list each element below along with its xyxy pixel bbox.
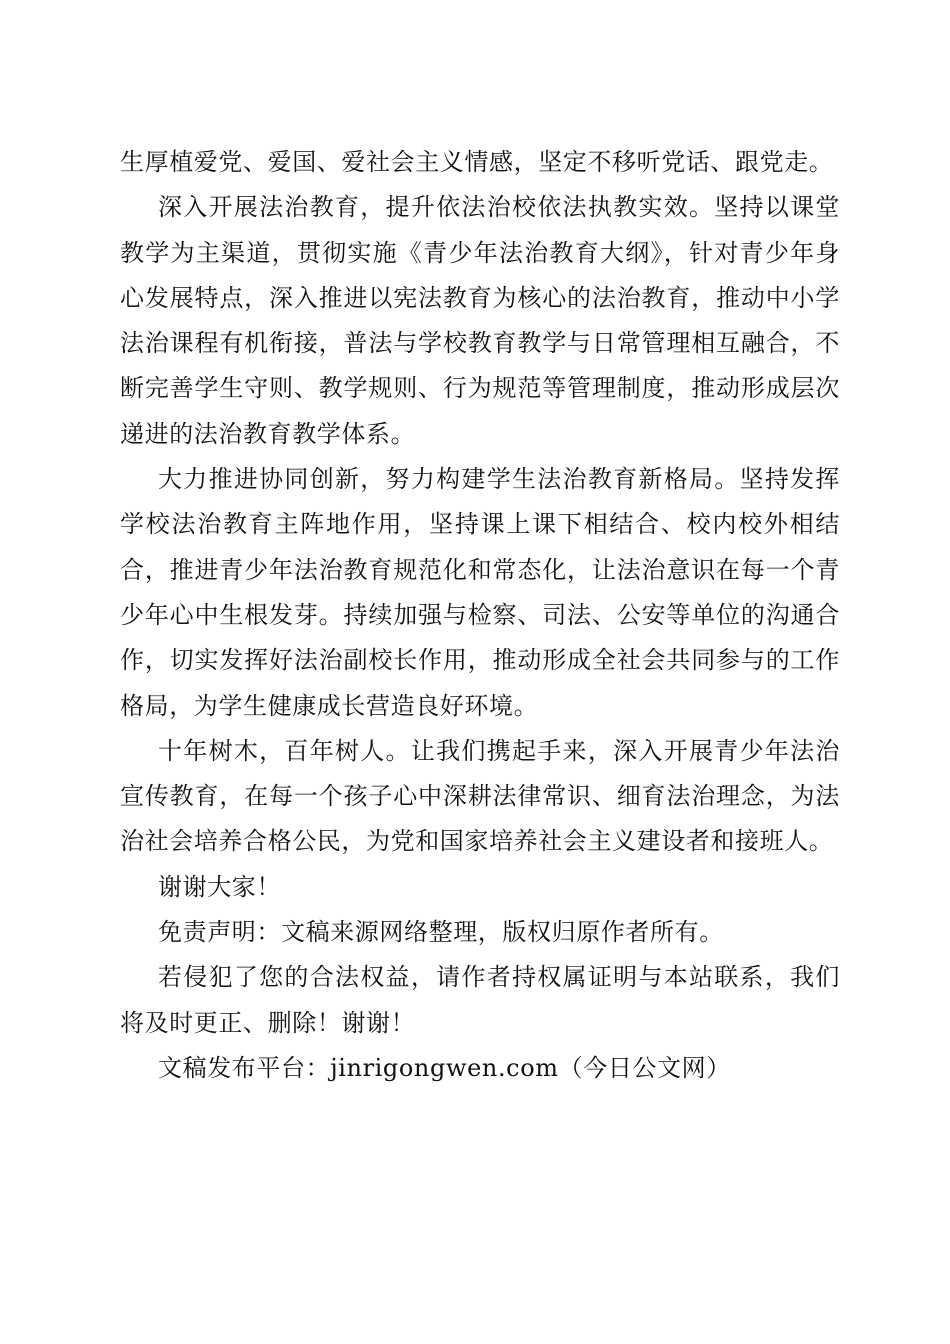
paragraph-continuation: 生厚植爱党、爱国、爱社会主义情感，坚定不移听党话、跟党走。 xyxy=(120,148,834,176)
paragraph-rule-of-law-education: 深入开展法治教育，提升依法治校依法执教实效。坚持以课堂教学为主渠道，贯彻实施《青少年法治教育大纲》，针对青少年身心发展特点，深入推进以宪法教育为核心的法治教育，推动中小学法治课程有机衔接，普法与学校教育教学与日常管理相互融合，不断完善学生守则、教学规则、行为规范等管理制度，推动形成层次递进的法治教育教学体系。 xyxy=(120,193,840,448)
document-page xyxy=(120,140,840,1091)
paragraph-closing-remarks: 十年树木，百年树人。让我们携起手来，深入开展青少年法治宣传教育，在每一个孩子心中深耕法律常识、细育法治理念，为法治社会培养合格公民，为党和国家培养社会主义建设者和接班人。 xyxy=(120,736,840,856)
paragraph-publishing-platform: 文稿发布平台：jinrigongwen.com（今日公文网） xyxy=(158,1053,731,1082)
paragraph-disclaimer: 免责声明：文稿来源网络整理，版权归原作者所有。 xyxy=(158,918,724,947)
paragraph-collaborative-innovation: 大力推进协同创新，努力构建学生法治教育新格局。坚持发挥学校法治教育主阵地作用，坚持课上课下相结合、校内校外相结合，推进青少年法治教育规范化和常态化，让法治意识在每一个青少年心中生根发芽。持续加强与检察、司法、公安等单位的沟通合作，切实发挥好法治副校长作用，推动形成全社会共同参与的工作格局，为学生健康成长营造良好环境。 xyxy=(120,465,840,720)
paragraph-infringement-notice: 若侵犯了您的合法权益，请作者持权属证明与本站联系，我们将及时更正、删除！谢谢！ xyxy=(120,963,840,1037)
paragraph-thanks: 谢谢大家！ xyxy=(158,872,281,901)
